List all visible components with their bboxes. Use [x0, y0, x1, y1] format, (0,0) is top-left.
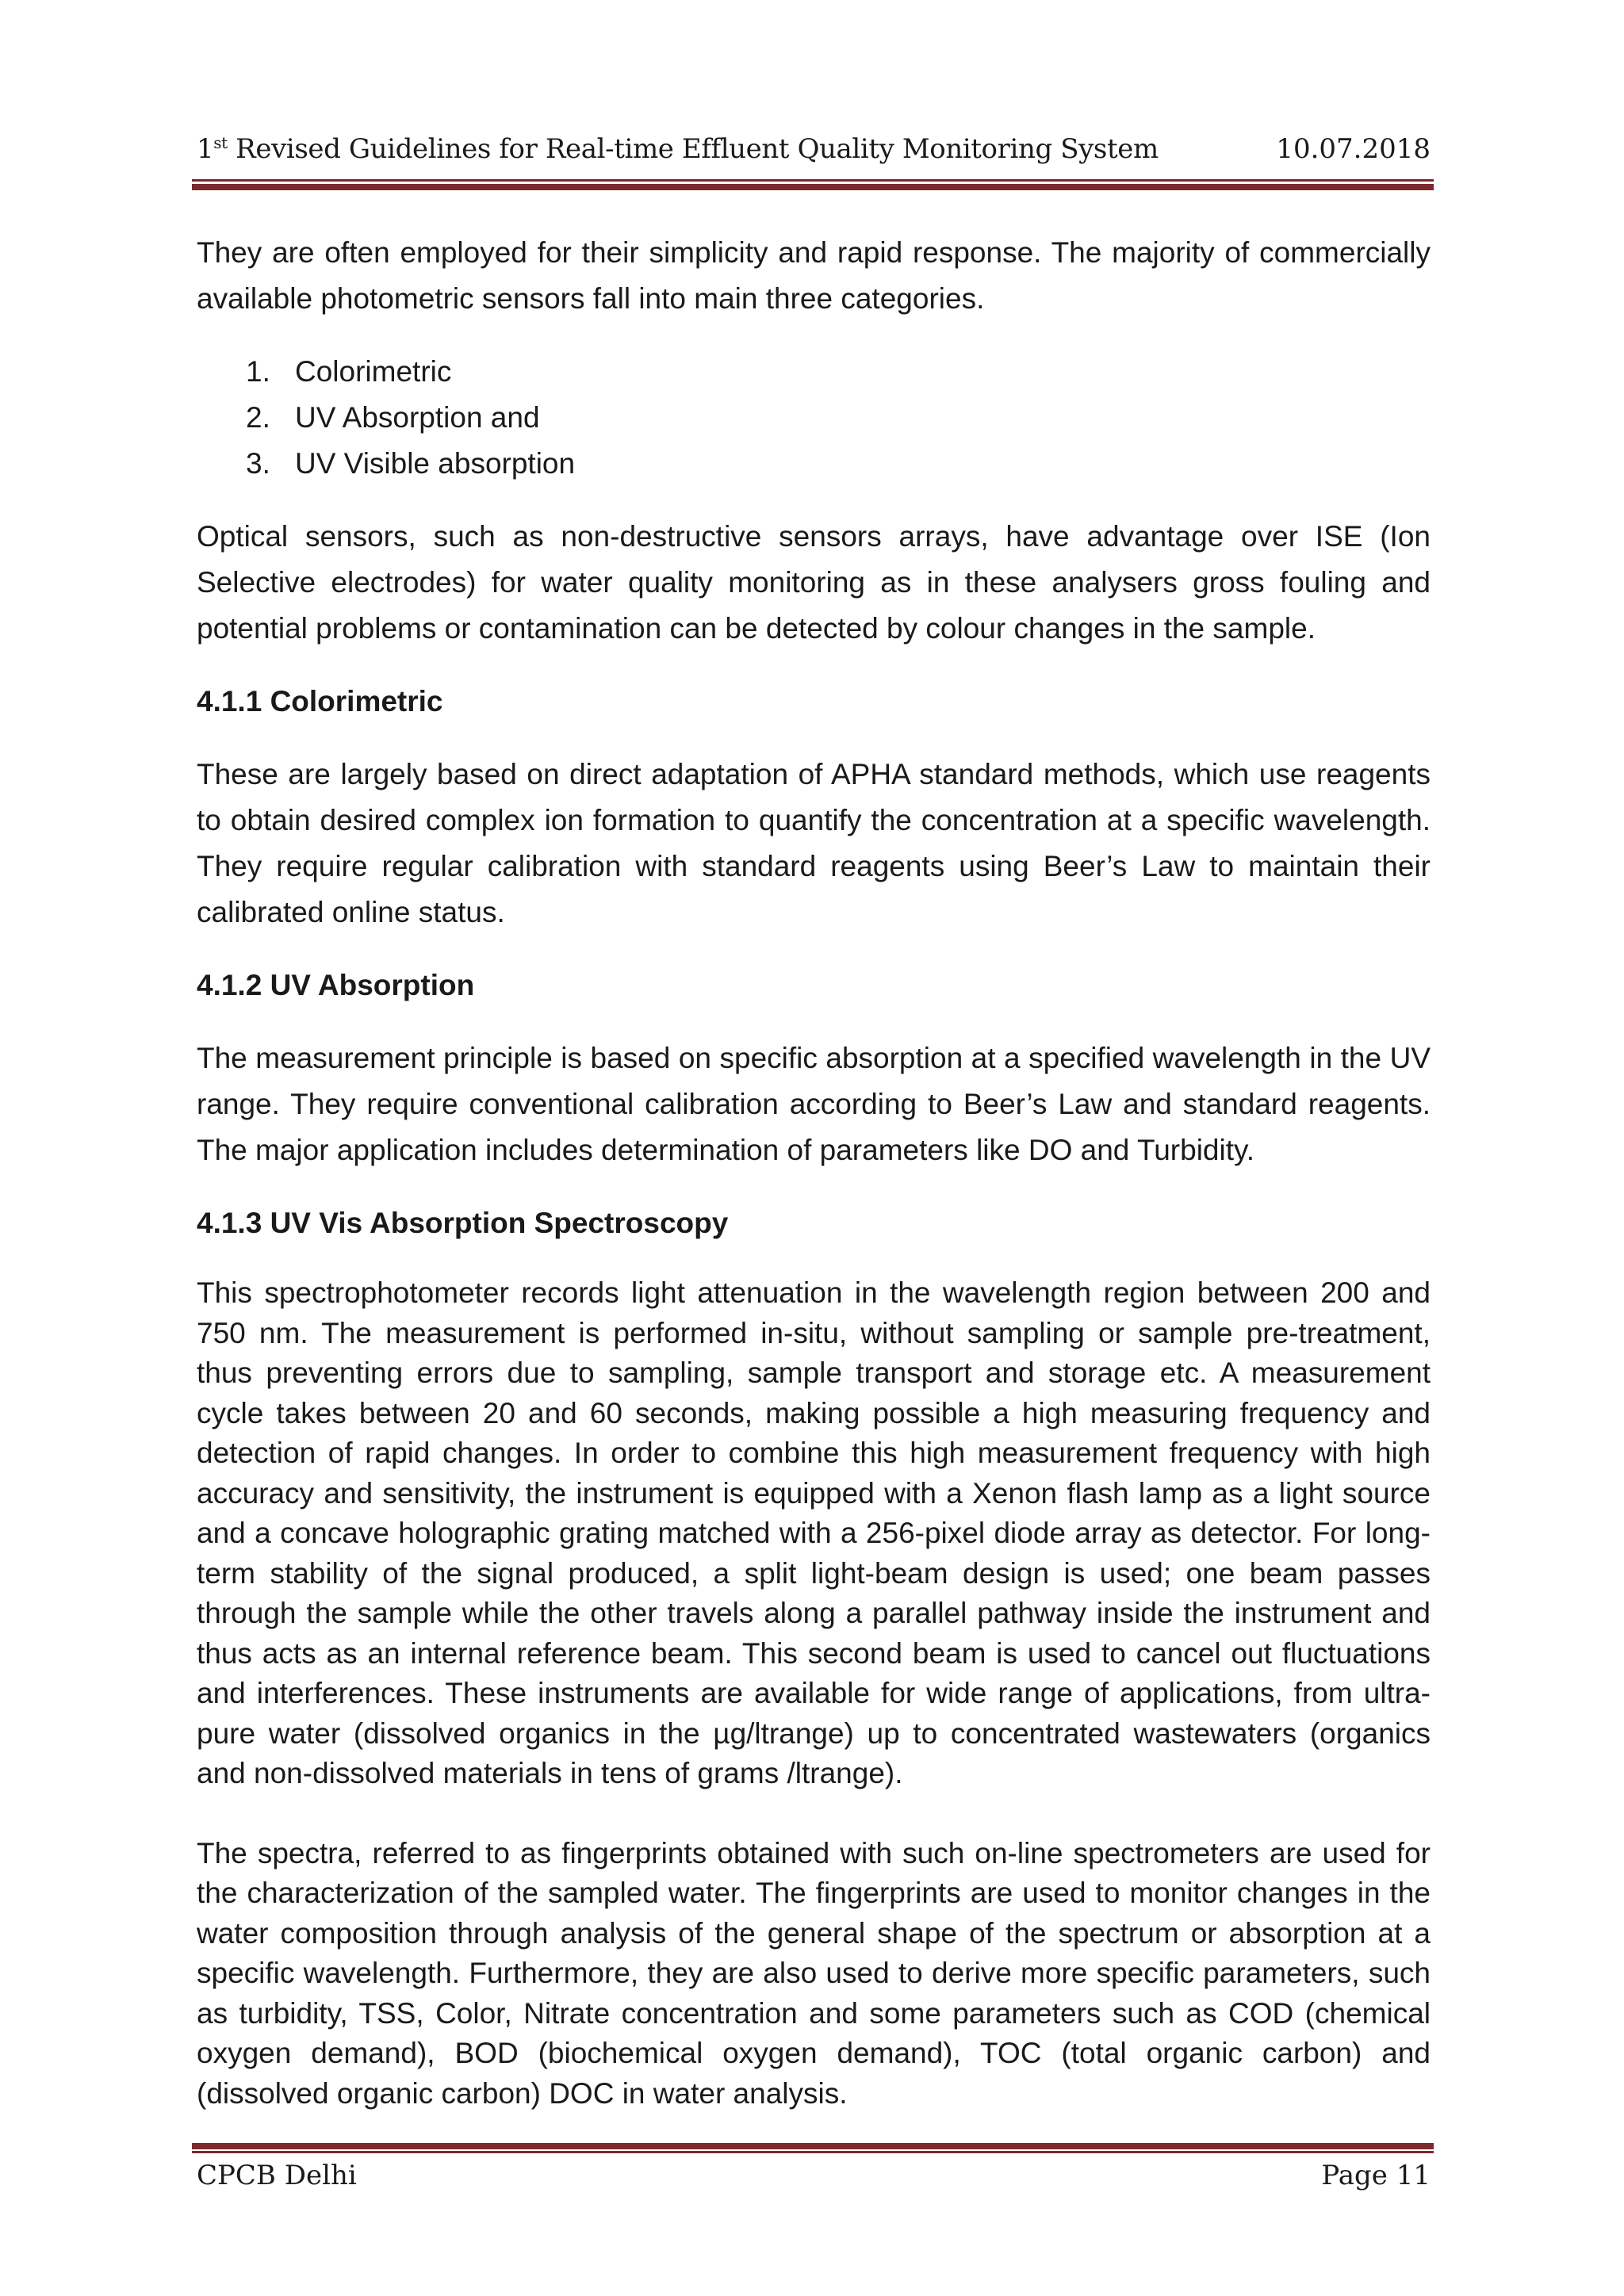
section-heading-colorimetric: 4.1.1 Colorimetric [197, 685, 443, 718]
section-body-uv-vis: This spectrophotometer records light attenuation in the wavelength region between 200 and 750 nm. The measurement is performed in-situ, without sampling or sample pre-treatment, thus preventing errors due to sampling, sample transport and storage etc. A measurement cycle takes between 20 and 60 seconds, making possible a high measuring frequency and detection of rapid changes. In order to combine this high measurement frequency with high accuracy and sensitivity, the instrument is equipped with a Xenon flash lamp as a light source and a concave holographic grating matched with a 256-pixel diode array as detector. For long-term stability of the signal produced, a split light-beam design is used; one beam passes through the sample while the other travels along a parallel pathway inside the instrument and thus acts as an internal reference beam. This second beam is used to cancel out fluctuations and interferences. These instruments are available for wide range of applications, from ultra-pure water (dissolved organics in the µg/ltrange) up to concentrated wastewaters (organics and non-dissolved materials in tens of grams /ltrange). [197, 1276, 1431, 1789]
footer-rule-thick [192, 2143, 1434, 2149]
header-date: 10.07.2018 [1276, 133, 1431, 165]
header-rule-thick [192, 184, 1434, 190]
section-heading-uv-absorption: 4.1.2 UV Absorption [197, 969, 475, 1001]
intro-paragraph: They are often employed for their simplicity and rapid response. The majority of commercially available photometric sensors fall into main three categories. [197, 236, 1431, 315]
footer-organization: CPCB Delhi [197, 2160, 357, 2191]
page-number: Page 11 [1321, 2160, 1431, 2191]
optical-paragraph: Optical sensors, such as non-destructive sensors arrays, have advantage over ISE (Ion Selective electrodes) for water quality monitoring as in these analysers gross fouling and potential problems or contamination can be detected by colour changes in the sample. [197, 520, 1431, 645]
categories-list [197, 349, 1431, 487]
header-title: 1st Revised Guidelines for Real-time Effluent Quality Monitoring System [197, 133, 1159, 165]
page-body [197, 230, 1431, 2114]
list-item: 2. UV Absorption and [246, 401, 540, 434]
list-item: 3. UV Visible absorption [246, 447, 576, 480]
section-body-uv-absorption: The measurement principle is based on specific absorption at a specified wavelength in the UV range. They require conventional calibration according to Beer’s Law and standard reagents. The major application includes determination of parameters like DO and Turbidity. [197, 1042, 1431, 1166]
section-body-colorimetric: These are largely based on direct adaptation of APHA standard methods, which use reagents to obtain desired complex ion formation to quantify the concentration at a specific wavelength. They require regular calibration with standard reagents using Beer’s Law to maintain their calibrated online status. [197, 758, 1431, 928]
header-rule-thin [192, 179, 1434, 182]
list-item: 1. Colorimetric [246, 355, 452, 388]
section-body-uv-vis-fingerprints: The spectra, referred to as fingerprints obtained with such on-line spectrometers are used for the characterization of the sampled water. The fingerprints are used to monitor changes in the water composition through analysis of the general shape of the spectrum or absorption at a specific wavelength. Furthermore, they are also used to derive more specific parameters, such as turbidity, TSS, Color, Nitrate concentration and some parameters such as COD (chemical oxygen demand), BOD (biochemical oxygen demand), TOC (total organic carbon) and (dissolved organic carbon) DOC in water analysis. [197, 1836, 1431, 2110]
footer-rule-thin [192, 2151, 1434, 2153]
section-heading-uv-vis: 4.1.3 UV Vis Absorption Spectroscopy [197, 1207, 729, 1239]
page-header [197, 133, 1431, 174]
